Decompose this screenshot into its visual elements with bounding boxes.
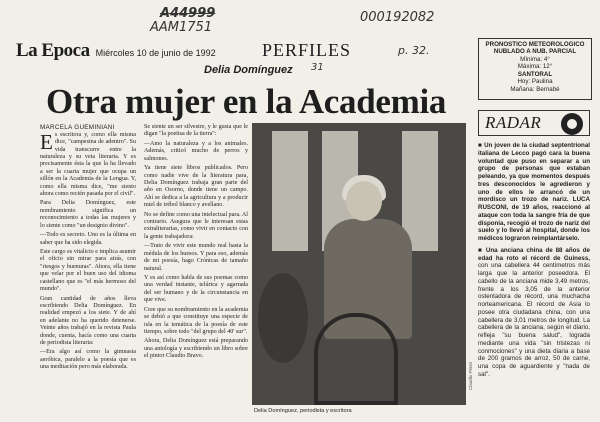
paragraph: —Trato de vivir este mundo real hasta la médula de los huesos. Y para eso, además de mi poesía, hago Crónicas de tamaño natural. (144, 243, 248, 272)
person-head (346, 181, 382, 221)
radar-item-body: con una cabellera 44 centímetros más larga que la anterior poseedora. El cabello de la anciana mide 3,49 metros, frente a los 3,05 de la anterior ostentadora de récord, una muchacha norteamericana. El récord de Asia lo posee otra ciudadana china, con una cabellera de 3,01 metros de longitud. La cabellera de la anciana, según el diario, refleja "su buena salud", lograda mediante una vida "sin tristezas ni conmociones" y una dieta diaria a base de 200 gramos de arroz, 50 de carne, una copa de aguardiente y "nada de sal". (478, 262, 590, 378)
paragraph: Se siente un ser silvestre, y le gusta que le digan "la poetisa de la tierra": (144, 124, 248, 138)
radar-item-lead: ■ Una anciana china de 88 años de edad ha roto el récord de Guiness, (478, 246, 590, 262)
handwritten-page: p. 32. (398, 44, 430, 57)
weather-forecast: NUBLADO A NUB. PARCIAL (493, 48, 577, 56)
santoral-title: SANTORAL (517, 70, 553, 78)
photo-credit: Claudio Pérez (468, 361, 473, 390)
radar-dish-icon (561, 113, 583, 135)
chair-shape (314, 313, 398, 405)
santoral-today: Hoy: Paulina (517, 78, 553, 86)
byline: MARCELA GUEMINIANI (40, 124, 115, 131)
weather-min: Mínima: 4° (520, 55, 550, 63)
paragraph: Este cargo es vitalicio e implica asumir el oficio sin mirar para atrás, con "riesgos y buenuras". Ahora, ella tiene que velar por el buen uso del idioma castellano que es "el más hermoso del mundo". (40, 249, 136, 293)
paragraph: Para Delia Domínguez, este nombramiento significa un reconocimiento a todas las mujeres y lo siente como "un designio divino". (40, 200, 136, 229)
article-column-2 (144, 124, 248, 363)
author-name: Delia Domínguez (204, 64, 293, 76)
masthead (16, 40, 216, 62)
plant-shape (258, 273, 308, 363)
author-photo (252, 123, 466, 405)
article-col1-body (40, 129, 136, 372)
drop-cap: E (40, 129, 53, 154)
handwritten-code: AAM1751 (150, 20, 213, 35)
radar-item (478, 247, 590, 379)
headline: Otra mujer en la Academia (46, 82, 447, 121)
paragraph: Y es así como habla de sus poemas como una verdad instante, telúrica y agarrada del ser humano y de la circunstancia en que vive. (144, 275, 248, 304)
paragraph: Ahora, Delia Domínguez está preparando una antología y escribiendo un libro sobre el pintor Claudio Bravo. (144, 338, 248, 360)
paragraph: s escritora y, como ella misma dice, "campesina de adentro". Su vida transcurre entre la naturaleza y su veta literaria. Y es precisamente ésta la que la ha llevado a ser la cuarta mujer que ocupa un sillón en la Academia de la Lengua. Y, como ella misma dice, "me siento ahora como recién pasada por el civil". (40, 131, 136, 198)
dateline: Miércoles 10 de junio de 1992 (95, 48, 216, 58)
handwritten-side-number: 31 (311, 62, 324, 73)
radar-item (478, 142, 590, 243)
section-title: PERFILES (262, 40, 352, 60)
santoral-tomorrow: Mañana: Bernabé (510, 85, 560, 93)
weather-max: Máxima: 12° (517, 63, 553, 71)
paragraph: —Amo la naturaleza y a los animales. Además, criticó mucho de perros y salmones. (144, 140, 248, 162)
paragraph: Ya tiene siete libros publicados. Pero como nadie vive de la literatura para, Delia Domínguez trabaja gran parte del año en Osorno, donde tiene un campo. Ahí se dedica a la agricultura y a producir miel de trébol blanco y avellano. (144, 165, 248, 209)
paragraph: Cree que su nombramiento en la academia se debió a que constituye una especie de isla en la temática de la poesía de este tiempo, sobre todo "del grupo del 40' sur". (144, 306, 248, 335)
handwritten-note-top: A44999 (160, 6, 216, 21)
paragraph: —Todo es secreto. Uno es la última en saber que ha sido elegida. (40, 232, 136, 246)
paragraph: —Era algo así como la gimnasia aeróbica, paralelo a la poesía que es una meditación pero más elaborada. (40, 349, 136, 371)
paragraph: Gran cantidad de años lleva escribiendo Delia Domínguez. En realidad empezó a los siete. Y de ahí en adelante no ha querido detenerse. Veinte años trabajó en la revista Paula donde, cuenta, hacía como una cuarta de periodista literaria: (40, 295, 136, 347)
handwritten-number: 000192082 (360, 10, 435, 25)
paragraph: No se define como una intelectual para. Al contrario. Asegura que le interesan estas extraliterarias, como vivir en contacto con la gente trabajadora: (144, 211, 248, 240)
radar-title: RADAR (485, 113, 542, 132)
window-shape (272, 131, 308, 251)
radar-item-lead: ■ Un joven de la ciudad septentrional italiana de Lecco pagó cara la buena voluntad que puso en separar a un grupo de personas que estaban peleando, ya que momentos después tres desconocidos le agredieron y uno de ellos le arrancó de un mordisco un trozo de nariz. LUCA RUSCONI, de 19 años, reaccionó al ataque con toda la sangre fría de que disponía, recogió el trozo de nariz del suelo y lo llevó al hospital, donde los médicos lograron reimplantárselo. (478, 142, 590, 242)
article-column-1 (40, 124, 136, 374)
radar-header (478, 110, 590, 136)
radar-column (478, 142, 590, 383)
weather-box (478, 38, 592, 100)
weather-title: PRONOSTICO METEOROLOGICO (485, 41, 585, 48)
newspaper-logo: La Epoca (16, 40, 90, 61)
photo-caption: Delia Domínguez, periodista y escritora (254, 408, 352, 414)
